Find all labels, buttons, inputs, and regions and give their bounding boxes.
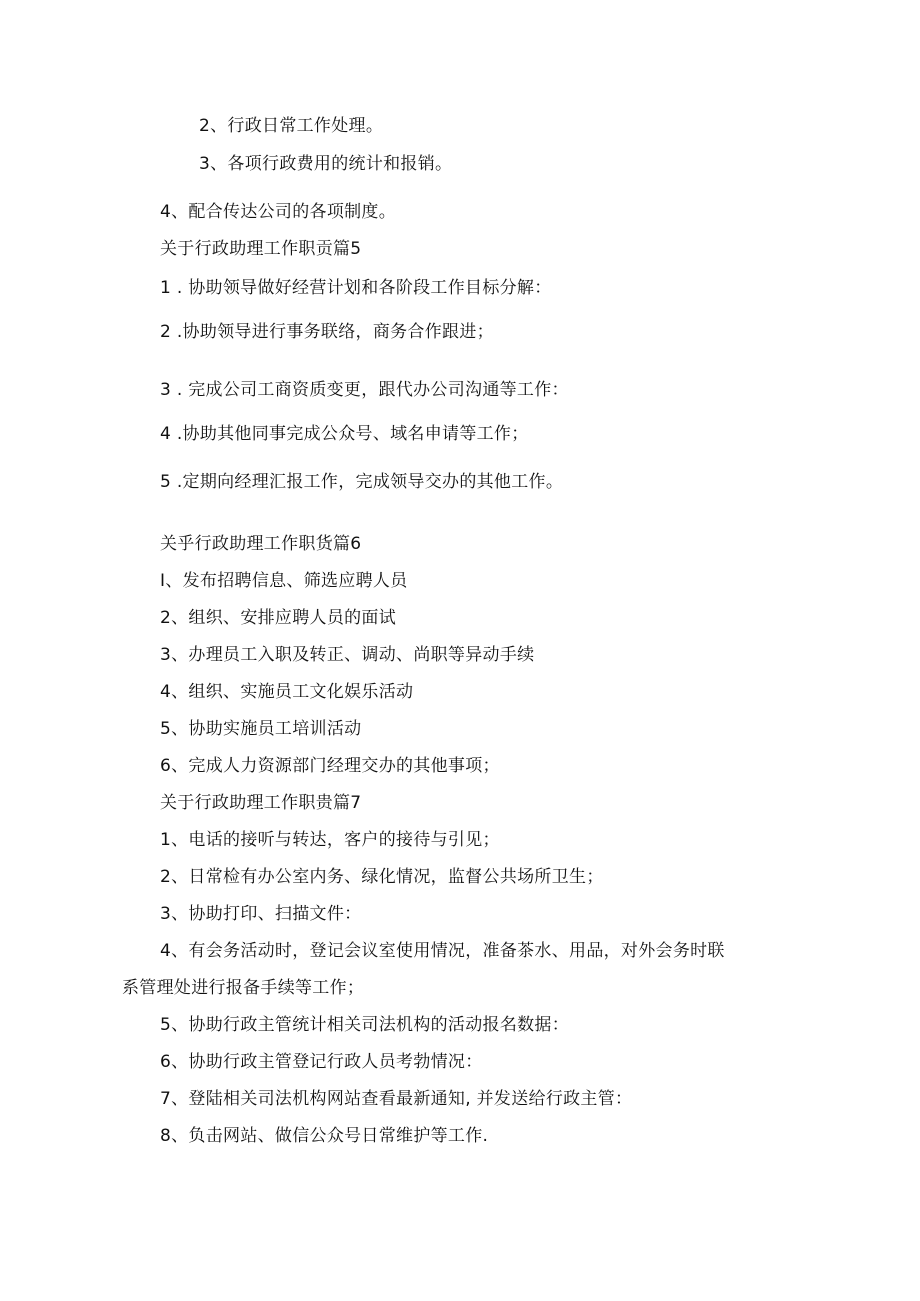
text-line: 1、电话的接听与转达，客户的接待与引见； xyxy=(160,830,500,850)
text-line: 1 . 协助领导做好经营计划和各阶段工作目标分解： xyxy=(160,278,552,298)
section-heading: 关于行政助理工作职贡篇5 xyxy=(160,239,362,259)
text-line: I、发布招聘信息、筛选应聘人员 xyxy=(160,571,408,591)
text-line: 3、办理员工入职及转正、调动、尚职等异动手续 xyxy=(160,645,535,665)
text-line: 2、行政日常工作处理。 xyxy=(199,116,384,136)
section-heading: 关于行政助理工作职贵篇7 xyxy=(160,793,362,813)
text-line: 系管理处进行报备手续等工作； xyxy=(122,978,365,998)
text-line: 4、配合传达公司的各项制度。 xyxy=(160,202,397,222)
text-line: 5、协助实施员工培训活动 xyxy=(160,719,362,739)
text-line: 2、组织、安排应聘人员的面试 xyxy=(160,608,397,628)
text-line: 8、负击网站、做信公众号日常维护等工作. xyxy=(160,1126,489,1146)
text-line: 5、协助行政主管统计相关司法机构的活动报名数据： xyxy=(160,1015,570,1035)
text-line: 6、完成人力资源部门经理交办的其他事项； xyxy=(160,756,500,776)
text-line: 2 .协助领导进行事务联络，商务合作跟进； xyxy=(160,322,494,342)
text-line: 4、组织、实施员工文化娱乐活动 xyxy=(160,682,414,702)
text-line: 6、协助行政主管登记行政人员考勃情况： xyxy=(160,1052,483,1072)
text-line: 5 .定期向经理汇报工作，完成领导交办的其他工作。 xyxy=(160,472,564,492)
text-line: 4、有会务活动时，登记会议室使用情况，准备茶水、用品，对外会务时联 xyxy=(160,941,725,961)
text-line: 3、协助打印、扫描文件： xyxy=(160,904,362,924)
text-line: 3 . 完成公司工商资质变更，跟代办公司沟通等工作： xyxy=(160,380,569,400)
section-heading: 关乎行政助理工作职货篇6 xyxy=(160,534,362,554)
text-line: 7、登陆相关司法机构网站查看最新通知, 并发送给行政主管： xyxy=(160,1089,633,1109)
text-line: 2、日常检有办公室内务、绿化情况，监督公共场所卫生； xyxy=(160,867,604,887)
text-line: 4 .协助其他同事完成公众号、域名申请等工作； xyxy=(160,424,529,444)
text-line: 3、各项行政费用的统计和报销。 xyxy=(199,154,453,174)
